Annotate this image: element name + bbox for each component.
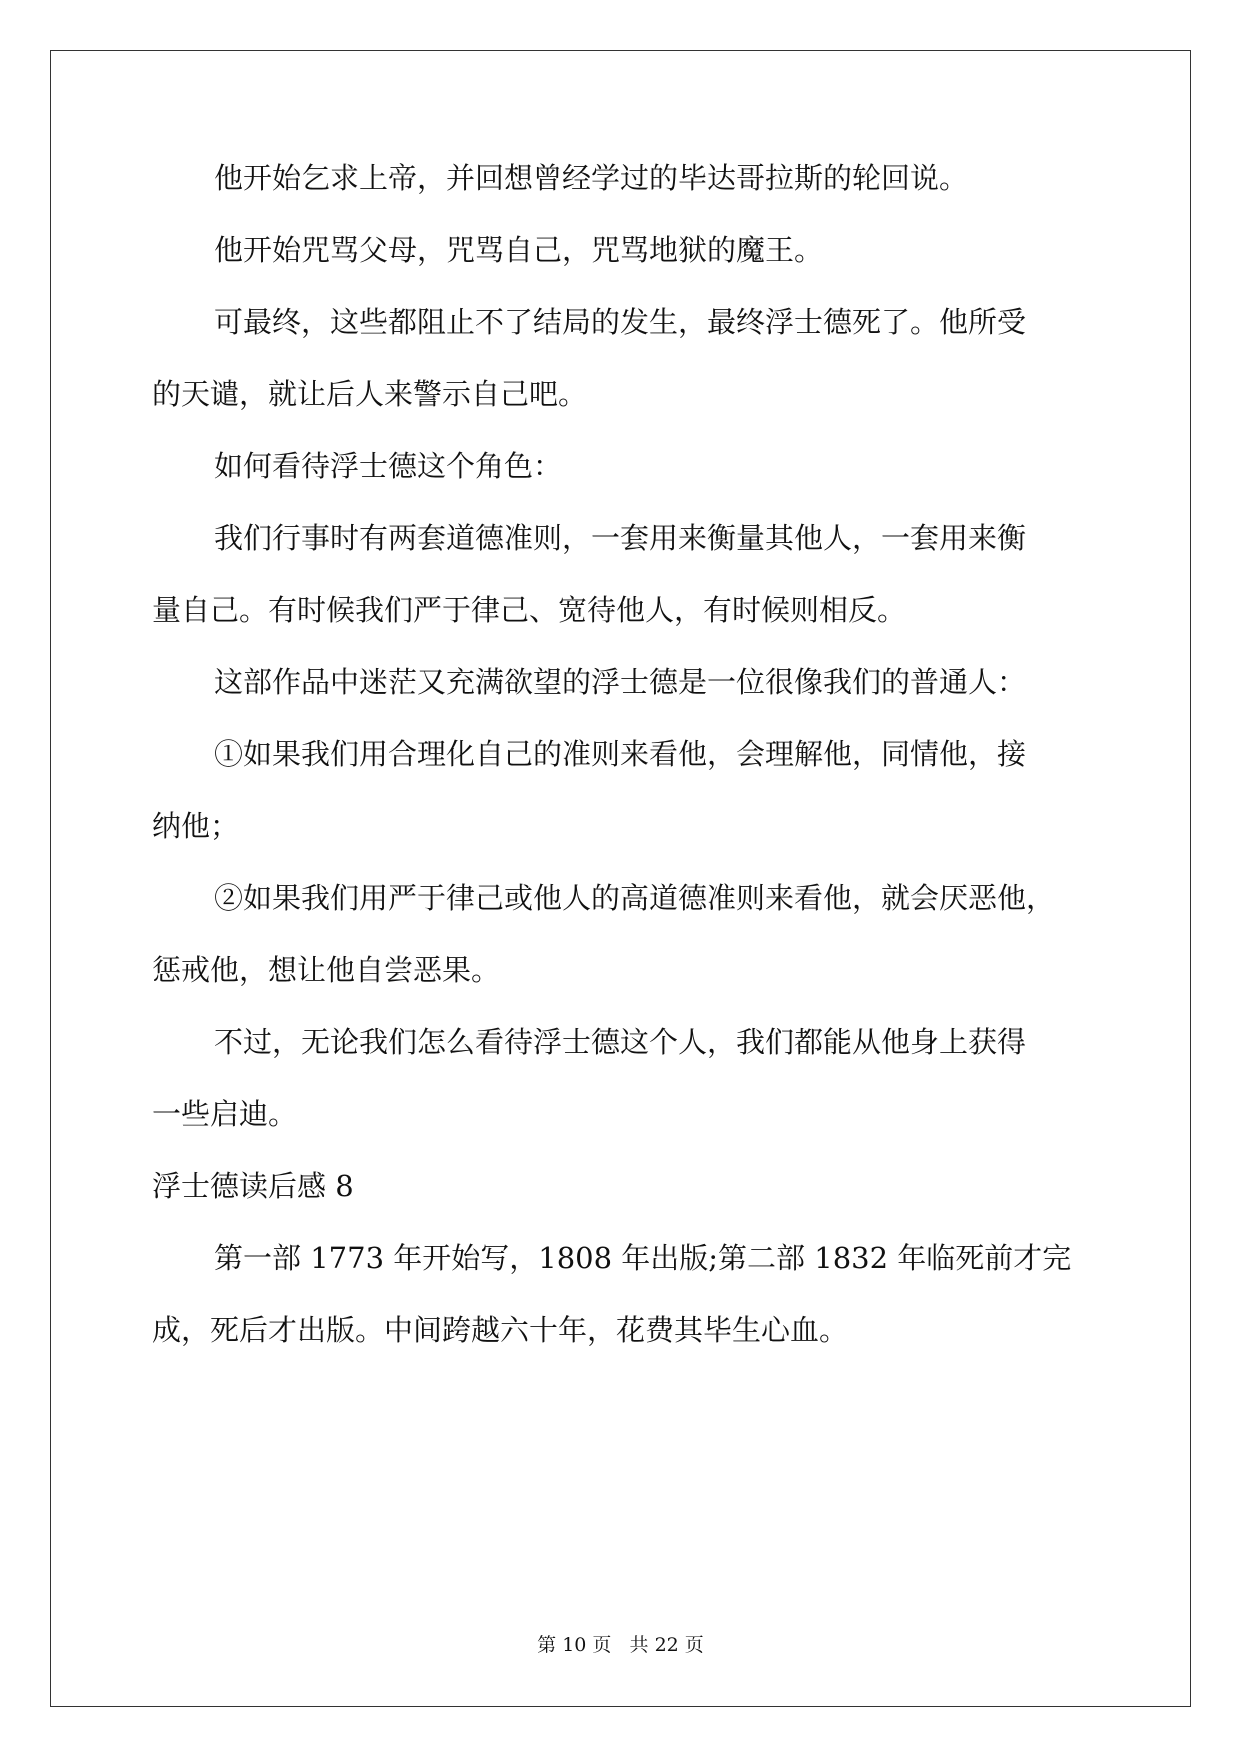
page-number: 第 10 页 共 22 页 bbox=[537, 1634, 704, 1656]
text-line: 纳他； bbox=[152, 809, 240, 843]
text-line: 惩戒他，想让他自尝恶果。 bbox=[152, 953, 501, 987]
text-line: 这部作品中迷茫又充满欲望的浮士德是一位很像我们的普通人： bbox=[214, 665, 1027, 699]
text-line: 的天谴，就让后人来警示自己吧。 bbox=[152, 377, 588, 411]
text-line: ①如果我们用合理化自己的准则来看他，会理解他，同情他，接 bbox=[214, 737, 1027, 771]
page-footer bbox=[0, 1630, 1241, 1657]
text-line: ②如果我们用严于律己或他人的高道德准则来看他，就会厌恶他， bbox=[214, 881, 1056, 915]
text-line: 我们行事时有两套道德准则，一套用来衡量其他人，一套用来衡 bbox=[214, 521, 1027, 555]
text-line: 不过，无论我们怎么看待浮士德这个人，我们都能从他身上获得 bbox=[214, 1025, 1027, 1059]
text-line: 他开始乞求上帝，并回想曾经学过的毕达哥拉斯的轮回说。 bbox=[214, 161, 969, 195]
text-line: 如何看待浮士德这个角色： bbox=[214, 449, 563, 483]
text-line: 第一部 1773 年开始写，1808 年出版;第二部 1832 年临死前才完 bbox=[214, 1241, 1072, 1275]
text-line: 一些启迪。 bbox=[152, 1097, 298, 1131]
section-heading: 浮士德读后感 8 bbox=[152, 1169, 354, 1203]
text-line: 他开始咒骂父母，咒骂自己，咒骂地狱的魔王。 bbox=[214, 233, 824, 267]
text-line: 量自己。有时候我们严于律己、宽待他人，有时候则相反。 bbox=[152, 593, 907, 627]
text-line: 成，死后才出版。中间跨越六十年，花费其毕生心血。 bbox=[152, 1313, 849, 1347]
text-line: 可最终，这些都阻止不了结局的发生，最终浮士德死了。他所受 bbox=[214, 305, 1027, 339]
